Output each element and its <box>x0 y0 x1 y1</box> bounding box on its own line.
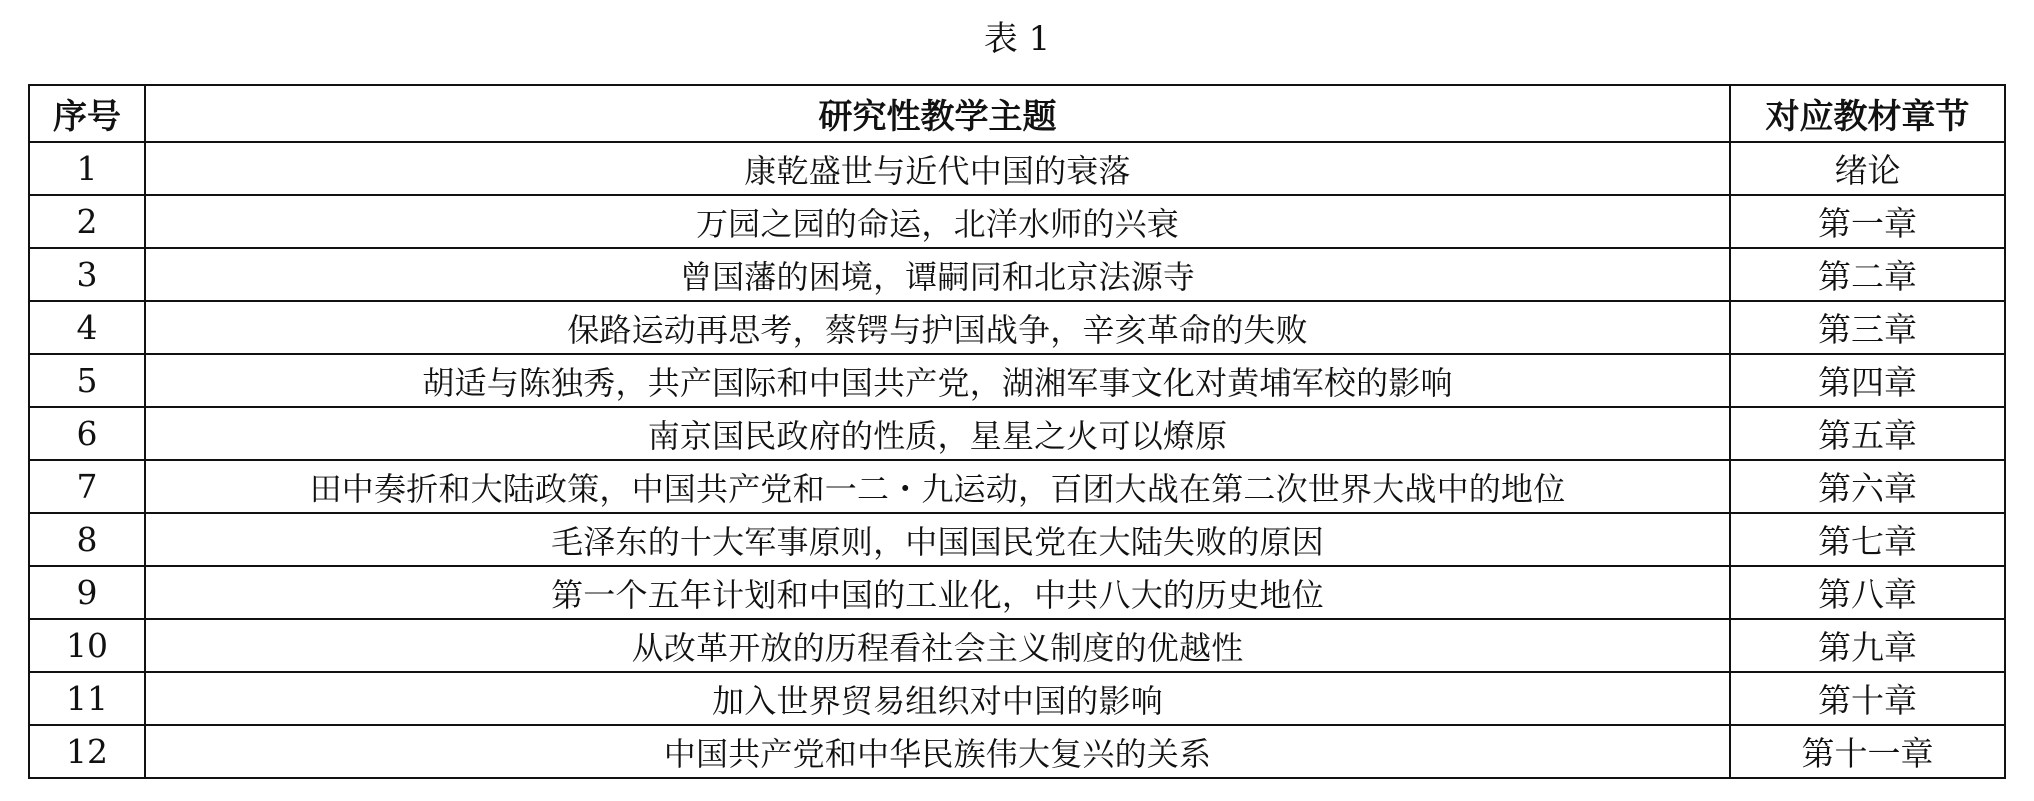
cell-research-topic: 南京国民政府的性质，星星之火可以燎原 <box>145 407 1730 460</box>
table-row <box>29 142 2005 195</box>
cell-serial-number: 12 <box>29 725 145 778</box>
table-row <box>29 407 2005 460</box>
table-row <box>29 672 2005 725</box>
cell-research-topic: 曾国藩的困境，谭嗣同和北京法源寺 <box>145 248 1730 301</box>
table-row <box>29 195 2005 248</box>
cell-textbook-chapter: 绪论 <box>1730 142 2005 195</box>
table-row <box>29 354 2005 407</box>
cell-textbook-chapter: 第六章 <box>1730 460 2005 513</box>
table-caption: 表 1 <box>983 19 1051 59</box>
cell-textbook-chapter: 第八章 <box>1730 566 2005 619</box>
table-row <box>29 513 2005 566</box>
cell-research-topic: 田中奏折和大陆政策，中国共产党和一二・九运动，百团大战在第二次世界大战中的地位 <box>145 460 1730 513</box>
table-row <box>29 248 2005 301</box>
cell-serial-number: 8 <box>29 513 145 566</box>
header-research-topic: 研究性教学主题 <box>145 85 1730 142</box>
cell-serial-number: 11 <box>29 672 145 725</box>
table-row <box>29 301 2005 354</box>
cell-serial-number: 7 <box>29 460 145 513</box>
cell-research-topic: 第一个五年计划和中国的工业化，中共八大的历史地位 <box>145 566 1730 619</box>
cell-research-topic: 毛泽东的十大军事原则，中国国民党在大陆失败的原因 <box>145 513 1730 566</box>
table-row <box>29 460 2005 513</box>
cell-textbook-chapter: 第七章 <box>1730 513 2005 566</box>
cell-research-topic: 从改革开放的历程看社会主义制度的优越性 <box>145 619 1730 672</box>
cell-serial-number: 2 <box>29 195 145 248</box>
cell-textbook-chapter: 第一章 <box>1730 195 2005 248</box>
cell-textbook-chapter: 第十章 <box>1730 672 2005 725</box>
cell-serial-number: 1 <box>29 142 145 195</box>
table-row <box>29 566 2005 619</box>
cell-textbook-chapter: 第三章 <box>1730 301 2005 354</box>
cell-textbook-chapter: 第五章 <box>1730 407 2005 460</box>
cell-textbook-chapter: 第二章 <box>1730 248 2005 301</box>
cell-textbook-chapter: 第四章 <box>1730 354 2005 407</box>
table-row <box>29 725 2005 778</box>
cell-research-topic: 保路运动再思考，蔡锷与护国战争，辛亥革命的失败 <box>145 301 1730 354</box>
cell-serial-number: 4 <box>29 301 145 354</box>
cell-textbook-chapter: 第十一章 <box>1730 725 2005 778</box>
cell-serial-number: 6 <box>29 407 145 460</box>
cell-research-topic: 中国共产党和中华民族伟大复兴的关系 <box>145 725 1730 778</box>
cell-research-topic: 万园之园的命运，北洋水师的兴衰 <box>145 195 1730 248</box>
research-topics-table <box>28 84 2006 779</box>
table-row <box>29 619 2005 672</box>
cell-research-topic: 康乾盛世与近代中国的衰落 <box>145 142 1730 195</box>
cell-research-topic: 加入世界贸易组织对中国的影响 <box>145 672 1730 725</box>
cell-textbook-chapter: 第九章 <box>1730 619 2005 672</box>
cell-serial-number: 3 <box>29 248 145 301</box>
cell-research-topic: 胡适与陈独秀，共产国际和中国共产党，湖湘军事文化对黄埔军校的影响 <box>145 354 1730 407</box>
table-header-row <box>29 85 2005 142</box>
cell-serial-number: 10 <box>29 619 145 672</box>
cell-serial-number: 5 <box>29 354 145 407</box>
header-serial-number: 序号 <box>29 85 145 142</box>
header-textbook-chapter: 对应教材章节 <box>1730 85 2005 142</box>
cell-serial-number: 9 <box>29 566 145 619</box>
